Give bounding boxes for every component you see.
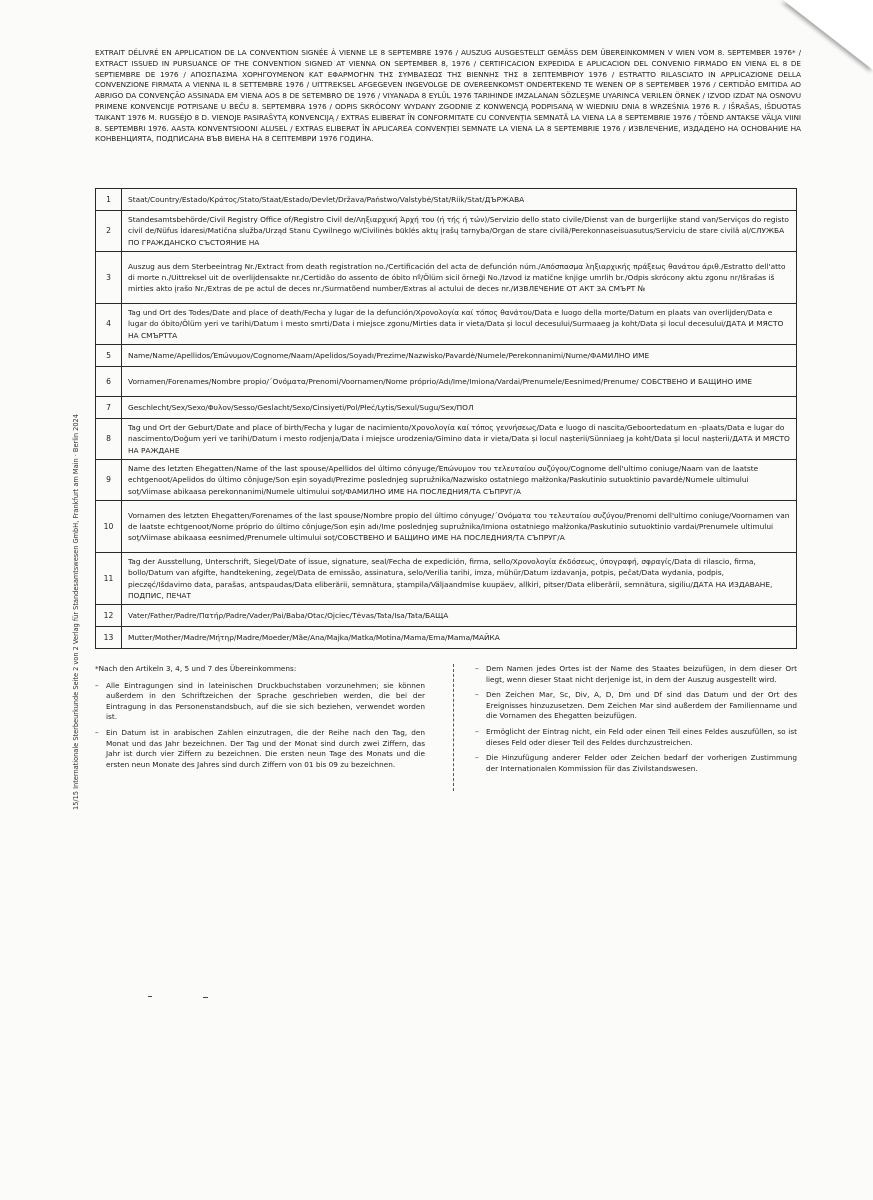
row-label: Auszug aus dem Sterbeeintrag Nr./Extract from death registration no./Certificación del acta de defunción núm./Απόσπασμα ληξιαρχικής πράξεως θανάτου άριθ./Estratto dell'atto di morte n./Uittreksel uit de overlijdensakte nr./Certidão do assento de óbito nº/Ölüm sicil örneği No./Izvod iz matične knjige umrlih br./Odpis skrócony aktu zgonu nr/Išrašas iš mirties akto įrašo Nr./Extras de pe actul de deces nr./Surmatõend number/Extras al actului de deces nr./ИЗВЛЕЧЕНИЕ ОТ АКТ ЗА СМЪРТ № (122, 252, 797, 304)
row-number: 2 (96, 211, 122, 252)
table-row (96, 553, 797, 605)
row-label: Tag der Ausstellung, Unterschrift, Siegel/Date of issue, signature, seal/Fecha de expedición, firma, sello/Χρονολογία έκδόσεως, ύπογραφή, σφραγίς/Data di rilascio, firma, bollo/Datum van afgifte, handtekening, zegel/Data de emissão, assinatura, selo/Verilia tarihi, imza, mühür/Datum izdavanja, potpis, pečat/Data wydania, podpis, pieczęć/Išdavimo data, parašas, antspaudas/Data eliberării, semnătura, ștampila/Väljaandmise kuupäev, allkiri, pitser/Data eliberării, semnătura, sigiliu/ДАТА НА ИЗДАВАНЕ, ПОДПИС, ПЕЧАТ (122, 553, 797, 605)
footnote-item: – Die Hinzufügung anderer Felder oder Zeichen bedarf der vorherigen Zustimmung der Internationalen Kommission für das Zivilstandswesen. (475, 753, 797, 774)
footnote-item: – Alle Eintragungen sind in lateinischen Druckbuchstaben vorzunehmen; sie können außerdem in den Schriftzeichen der Sprache geschrieben werden, die bei der Eintragung in das Personenstandsbuch, auf die sie sich beziehen, verwendet worden ist. (95, 681, 425, 723)
table-row (96, 252, 797, 304)
footnote-item: – Ermöglicht der Eintrag nicht, ein Feld oder einen Teil eines Feldes auszufüllen, so ist dieses Feld oder dieser Teil des Feldes durchzustreichen. (475, 727, 797, 748)
row-label: Name/Name/Apellidos/Έπώνυμον/Cognome/Naam/Apelidos/Soyadı/Prezime/Nazwisko/Pavardė/Numele/Perekonnanimi/Nume/ФАМИЛНО ИМЕ (122, 345, 797, 367)
column-divider (453, 664, 454, 791)
scan-speck (148, 996, 152, 997)
footnote-item: – Ein Datum ist in arabischen Zahlen einzutragen, die der Reihe nach den Tag, den Monat und das Jahr bezeichnen. Der Tag und der Monat sind durch zwei Ziffern, das Jahr ist durch vier Ziffern zu bezeichnen. Die ersten neun Tage des Monats und die ersten neun Monate des Jahres sind durch Ziffern von 01 bis 09 zu bezeichnen. (95, 728, 425, 770)
fields-table-body (96, 189, 797, 649)
table-row (96, 211, 797, 252)
row-number: 13 (96, 627, 122, 649)
row-number: 6 (96, 367, 122, 397)
row-number: 9 (96, 460, 122, 501)
table-row (96, 189, 797, 211)
row-label: Tag und Ort des Todes/Date and place of death/Fecha y lugar de la defunción/Χρονολογία καί τόπος θανάτου/Data e luogo della morte/Datum en plaats van overlijden/Data e lugar do óbito/Ölüm yeri ve tarihi/Datum i mesto smrti/Data i miejsce zgonu/Mirties data ir vieta/Data și locul decesului/Surmaaeg ja koht/Data și locul decesului/ДАТА И МЯСТО НА СМЪРТТА (122, 304, 797, 345)
row-label: Standesamtsbehörde/Civil Registry Office of/Registro Civil de/Ληξιαρχική Άρχή του (ή τής ή τών)/Servizio dello stato civile/Dienst van de burgerlijke stand van/Serviços do registo civil de/Nüfus İdaresi/Matična služba/Urząd Stanu Cywilnego w/Civilinės būklės aktų įrašų tarnyba/Organ de stare civilă/Perekonnaseisuasutus/Serviciu de stare civilă al/СЛУЖБА ПО ГРАЖДАНСКО СЪСТОЯНИЕ НА (122, 211, 797, 252)
row-label: Vornamen des letzten Ehegatten/Forenames of the last spouse/Nombre propio del último cónyuge/΄Ονόματα του τελευταίου συζύγου/Prenomi dell'ultimo coniuge/Voornamen van de laatste echtgenoot/Nome próprio do último cônjuge/Son eşin adı/Ime poslednjeg supružnika/Imiona ostatniego małżonka/Paskutinio sutuoktinio vardai/Prenumele ultimului soț/Viimase abikaasa eesnimed/Prenumele ultimului soț/СОБСТВЕНО И БАЩИНО ИМЕ НА ПОСЛЕДНИЯ/ТА СЪПРУГ/А (122, 501, 797, 553)
table-row (96, 345, 797, 367)
table-row (96, 501, 797, 553)
table-row (96, 367, 797, 397)
table-row (96, 304, 797, 345)
row-label: Vater/Father/Padre/Πατήρ/Padre/Vader/Pai/Baba/Otac/Ojciec/Tėvas/Tata/Isa/Tata/БАЩА (122, 605, 797, 627)
fields-table (95, 188, 797, 649)
publisher-side-text: 15/15 Internationale Sterbeurkunde Seite 2 von 2 Verlag für Standesamtswesen GmbH, Frankfurt am Main · Berlin 2024 (72, 414, 80, 810)
row-number: 3 (96, 252, 122, 304)
row-label: Tag und Ort der Geburt/Date and place of birth/Fecha y lugar de nacimiento/Χρονολογία καί τόπος γεννήσεως/Data e luogo di nascita/Geboortedatum en -plaats/Data e lugar do nascimento/Doğum yeri ve tarihi/Datum i mesto rodjenja/Data i miejsce urodzenia/Gimino data ir vieta/Data și locul nașterii/Sünniaeg ja koht/Data și locul nașterii/ДАТА И МЯСТО НА РАЖДАНЕ (122, 419, 797, 460)
row-number: 12 (96, 605, 122, 627)
footnotes-left-column (95, 664, 425, 775)
convention-header: EXTRAIT DÉLIVRÉ EN APPLICATION DE LA CONVENTION SIGNÉE À VIENNE LE 8 SEPTEMBRE 1976 / AUSZUG AUSGESTELLT GEMÄSS DEM ÜBEREINKOMMEN V WIEN VOM 8. SEPTEMBER 1976* / EXTRACT ISSUED IN PURSUANCE OF THE CONVENTION SIGNED AT VIENNA ON SEPTEMBER 8, 1976 / CERTIFICACION EXPEDIDA E APLICACION DEL CONVENIO FIRMADO EN VIENA EL 8 DE SEPTIEMBRE DE 1976 / ΑΠΟΣΠΑΣΜΑ ΧΟΡΗΓΟΥΜΕΝΟΝ ΚΑΤ ΕΦΑΡΜΟΓΗΝ ΤΗΣ ΣΥΜΒΑΣΕΩΣ ΤΗΣ ΒΙΕΝΝΗΣ ΤΗΣ 8 ΣΕΠΤΕΜΒΡΙΟΥ 1976 / ESTRATTO RILASCIATO IN APPLICAZIONE DELLA CONVENZIONE FIRMATA A VIENNA IL 8 SETTEMBRE 1976 / UITTREKSEL AFGEGEVEN INGEVOLGE DE OVEREENKOMST ONDERTEKEND TE WENEN OP 8 SEPTEMBER 1976 / CERTIDÃO EMITIDA AO ABRIGO DA CONVENÇÃO ASSINADA EM VIENA AOS 8 DE SETEMBRO DE 1976 / VIYANADA 8 EYLÜL 1976 TARIHINDE IMZALANAN SÖZLEŞME UYARINCA VERILEN ÖRNEK / IZVOD IZDAT NA OSNOVU PRIMENE KONVENCIJE POTPISANE U BEČU 8. SEPTEMBRA 1976 / ODPIS SKRÓCONY WYDANY ZGODNIE Z KONWENCJĄ PODPISANĄ W WIEDNIU DNIA 8 WRZEŚNIA 1976 R. / IŠRAŠAS, IŠDUOTAS TAIKANT 1976 M. RUGSĖJO 8 D. VIENOJE PASIRAŠYTĄ KONVENCIJĄ / EXTRAS ELIBERAT ÎN CONFORMITATE CU CONVENȚIA SEMNATĂ LA VIENA LA 8 SEPTEMBRIE 1976 / TÕEND ANTAKSE VÄLJA VIINI 8. SEPTEMBRI 1976. AASTA KONVENTSIOONI ALUSEL / EXTRAS ELIBERAT ÎN APLICAREA CONVENȚIEI SEMNATE LA VIENA LA 8 SEPTEMBRIE 1976 / ИЗВЛЕЧЕНИЕ, ИЗДАДЕНО НА ОСНОВАНИЕ НА КОНВЕНЦИЯТА, ПОДПИСАНА ВЪВ ВИЕНА НА 8 СЕПТЕМВРИ 1976 ГОДИНА. (95, 48, 801, 144)
row-label: Vornamen/Forenames/Nombre propio/΄Ονόματα/Prenomi/Voornamen/Nome próprio/Adı/Ime/Imiona/Vardai/Prenumele/Eesnimed/Prenume/ СОБСТВЕНО И БАЩИНО ИМЕ (122, 367, 797, 397)
scan-speck (203, 997, 208, 998)
row-label: Mutter/Mother/Madre/Μήτηρ/Madre/Moeder/Mãe/Ana/Majka/Matka/Motina/Mama/Ema/Mama/МАЙКА (122, 627, 797, 649)
row-number: 11 (96, 553, 122, 605)
row-label: Staat/Country/Estado/Κράτος/Stato/Staat/Estado/Devlet/Država/Państwo/Valstybė/Stat/Riik/Stat/ДЪРЖАВА (122, 189, 797, 211)
row-number: 8 (96, 419, 122, 460)
table-row (96, 627, 797, 649)
footnotes-right-column (475, 664, 797, 779)
row-number: 1 (96, 189, 122, 211)
table-row (96, 397, 797, 419)
table-row (96, 605, 797, 627)
row-number: 7 (96, 397, 122, 419)
footnote-item: – Dem Namen jedes Ortes ist der Name des Staates beizufügen, in dem dieser Ort liegt, wenn dieser Staat nicht derjenige ist, in dem der Auszug ausgestellt wird. (475, 664, 797, 685)
row-label: Geschlecht/Sex/Sexo/Φυλον/Sesso/Geslacht/Sexo/Cinsiyeti/Pol/Płeć/Lytis/Sexul/Sugu/Sex/ПОЛ (122, 397, 797, 419)
footnote-item: – Den Zeichen Mar, Sc, Div, A, D, Dm und Df sind das Datum und der Ort des Ereignisses hinzuzusetzen. Dem Zeichen Mar sind außerdem der Familienname und die Vornamen des Ehegatten beizufügen. (475, 690, 797, 722)
row-number: 4 (96, 304, 122, 345)
table-row (96, 460, 797, 501)
footnote-intro: *Nach den Artikeln 3, 4, 5 und 7 des Übereinkommens: (95, 664, 297, 673)
row-number: 5 (96, 345, 122, 367)
table-row (96, 419, 797, 460)
row-label: Name des letzten Ehegatten/Name of the last spouse/Apellidos del último cónyuge/Έπώνυμον του τελευταίου συζύγου/Cognome dell'ultimo coniuge/Naam van de laatste echtgenoot/Apelidos do último cônjuge/Son eşin soyadı/Prezime poslednjeg supružnika/Nazwisko ostatniego małżonka/Paskutinio sutuoktinio pavardė/Numele ultimului soț/Viimase abikaasa perekonnanimi/Numele ultimului soț/ФАМИЛНО ИМЕ НА ПОСЛЕДНИЯ/ТА СЪПРУГ/А (122, 460, 797, 501)
row-number: 10 (96, 501, 122, 553)
